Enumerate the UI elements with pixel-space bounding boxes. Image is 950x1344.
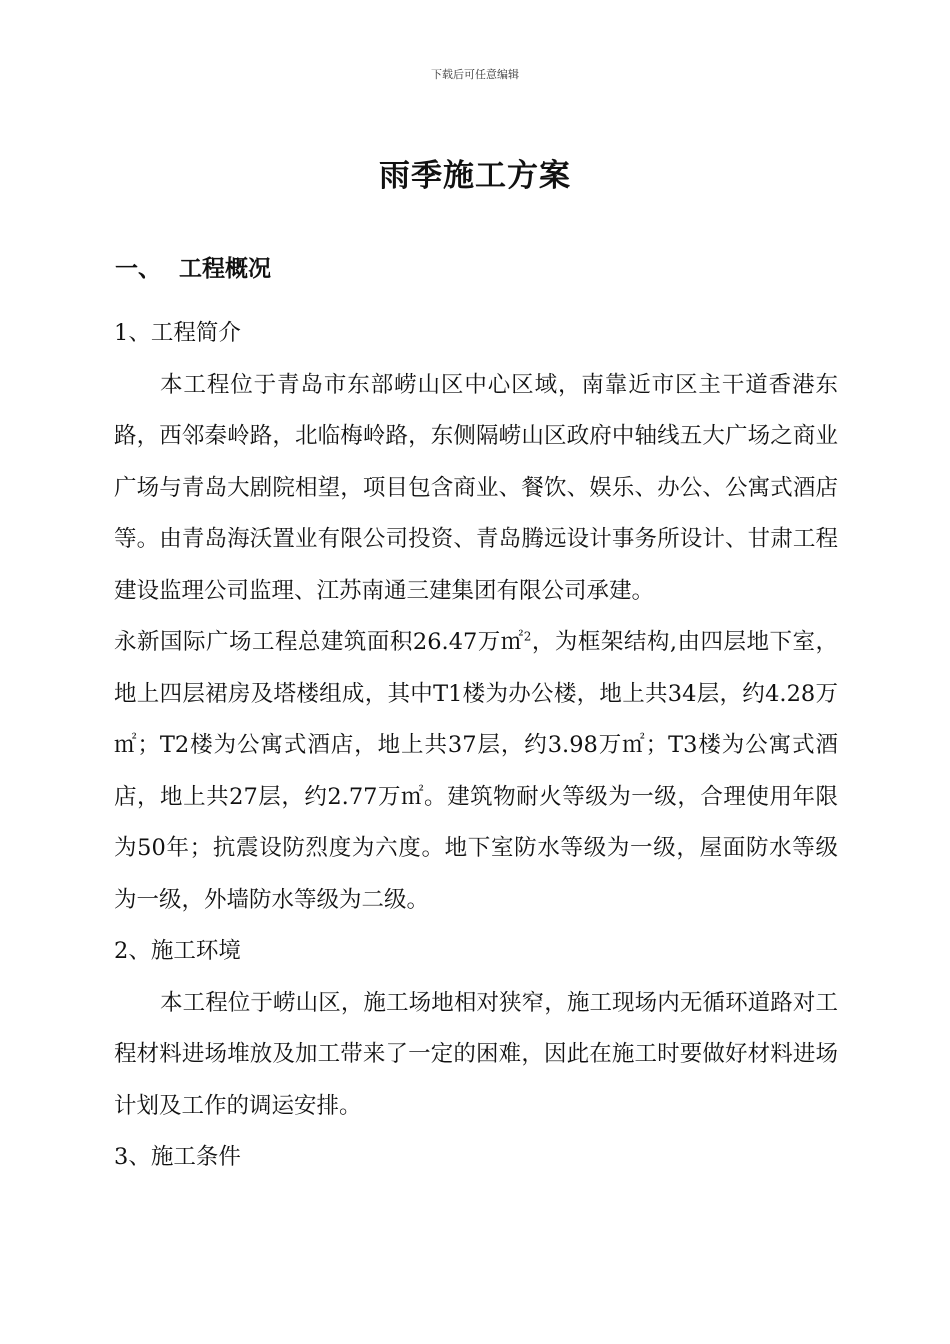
document-body	[114, 308, 838, 1184]
subsection-title-3: 3、施工条件	[114, 1144, 241, 1170]
subsection-title-2: 2、施工环境	[114, 938, 241, 964]
document-title: 雨季施工方案	[379, 158, 571, 194]
area-superscript: 2	[523, 629, 532, 644]
section-number: 一、	[115, 255, 161, 282]
paragraph-project-scale-start: 永新国际广场工程总建筑面积26.47万㎡	[114, 629, 524, 655]
paragraph-project-scale-rest: ，为框架结构,由四层地下室，地上四层裙房及塔楼组成，其中T1楼为办公楼，地上共34层，约4.28万㎡；T2楼为公寓式酒店，地上共37层，约3.98万㎡；T3楼为公寓式酒店，地上共27层，约2.77万㎡。建筑物耐火等级为一级，合理使用年限为50年；抗震设防烈度为六度。地下室防水等级为一级，屋面防水等级为一级，外墙防水等级为二级。	[114, 629, 838, 913]
section-heading	[115, 250, 271, 283]
paragraph-construction-environment: 本工程位于崂山区，施工场地相对狭窄，施工现场内无循环道路对工程材料进场堆放及加工带来了一定的困难，因此在施工时要做好材料进场计划及工作的调运安排。	[114, 989, 838, 1119]
header-note: 下载后可任意编辑	[431, 68, 519, 81]
paragraph-project-intro: 本工程位于青岛市东部崂山区中心区域，南靠近市区主干道香港东路，西邻秦岭路，北临梅岭路，东侧隔崂山区政府中轴线五大广场之商业广场与青岛大剧院相望，项目包含商业、餐饮、娱乐、办公、公寓式酒店等。由青岛海沃置业有限公司投资、青岛腾远设计事务所设计、甘肃工程建设监理公司监理、江苏南通三建集团有限公司承建。	[114, 371, 838, 604]
paragraph-project-scale	[114, 617, 838, 926]
subsection-title-1: 1、工程简介	[114, 320, 241, 346]
section-title: 工程概况	[179, 255, 271, 282]
